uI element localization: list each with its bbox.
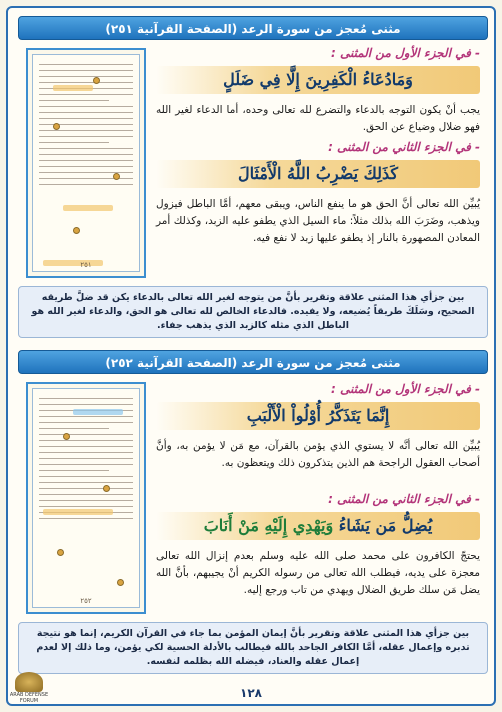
section1-part1-title: - في الجزء الأول من المثنى : bbox=[330, 46, 480, 60]
section1-summary: بين جزأي هذا المثنى علاقة وتقرير بأنَّ من يتوجه لغير الله تعالى بالدعاء يكن قد ضلَّ طريقه الصحيح، وسَلَكَ طريقاً يُضيعه، ولا يفيده. فالدعاء الخالص لله تعالى هو الحق، والدعاء لغير الله هو الباطل الذي مثله كالزبد الذي يذهب جفاء. bbox=[18, 286, 488, 338]
section1-part1-verse: وَمَادُعَاءُ الْكَفِرِينَ إِلَّا فِي ضَلَلٍ bbox=[156, 66, 480, 94]
section2-header: مثنى مُعجز من سورة الرعد (الصفحة القرآنية ٢٥٢) bbox=[18, 350, 488, 374]
page-frame bbox=[6, 6, 496, 706]
section2-part2-verse bbox=[156, 512, 480, 540]
section2-part2-verse-b: وَيَهْدِي إِلَيْهِ مَنْ أَنَابَ bbox=[203, 516, 334, 535]
section2-part2-verse-a: يُضِلُّ مَن يَشَاءُ bbox=[333, 516, 433, 535]
section2-part1-text: يُبيِّن الله تعالى أنَّه لا يستوي الذي يؤمن بالقرآن، مع مَن لا يؤمن به، وأنَّ أصحاب العقول الراجحة هم الذين يتذكرون ذلك ويتعظون به. bbox=[156, 440, 480, 469]
section1-part1-text: يجب أنْ يكون التوجه بالدعاء والتضرع لله تعالى وحده، أما الدعاء لغير الله فهو ضلال وضياع عن الحق. bbox=[156, 104, 480, 133]
section1-mushaf-page-number: ٢٥١ bbox=[80, 261, 92, 269]
section1-mushaf-page-image bbox=[26, 48, 146, 278]
section2-mushaf-page-number: ٢٥٢ bbox=[80, 597, 92, 605]
section1-part2-verse: كَذَلِكَ يَضْرِبُ اللَّهُ الْأَمْثَالَ bbox=[156, 160, 480, 188]
section1-header: مثنى مُعجز من سورة الرعد (الصفحة القرآنية ٢٥١) bbox=[18, 16, 488, 40]
page-number: ١٢٨ bbox=[240, 686, 262, 700]
section1-part2-text: يُبيِّن الله تعالى أنَّ الحق هو ما ينفع الناس، ويبقى معهم، أمَّا الباطل فيزول ويذهب، وضَرَبَ الله بذلك مثلاً: ماء السيل الذي يطفو عليه الزبد، وكذلك أمر المعادن المصهورة بالنار إذ يطفو عليها زبد لا نفع فيه. bbox=[156, 198, 480, 244]
section2-summary: بين جزأي هذا المثنى علاقة وتقرير بأنَّ إيمان المؤمن بما جاء في القرآن الكريم، إنما هو نتيجة تدبره وإعمال عقله، أمَّا الكافر الجاحد بالله فيطالب بالأدلة الحسية لكي يؤمن، وما ذلك إلا لعدم إعمال عقله والعناد، فيضله الله بظلمه لنفسه. bbox=[18, 622, 488, 674]
section2-part1-title: - في الجزء الأول من المثنى : bbox=[330, 382, 480, 396]
section2-part2-title: - في الجزء الثاني من المثنى : bbox=[328, 492, 480, 506]
section2-part1-verse: إِنَّمَا يَتَذَكَّرُ أُوْلُواْ الْأَلْبَبِ bbox=[156, 402, 480, 430]
section2-part2-text: يحتجّ الكافرون على محمد صلى الله عليه وسلم بعدم إنزال الله تعالى معجزة على يديه، فيطلب الله تعالى من رسوله الكريم أنْ يجيبهم، بأنَّ الله يضل مَن سلك طريق الضلال ويهدي من تاب ورجع إليه. bbox=[156, 550, 480, 596]
section1-part2-title: - في الجزء الثاني من المثنى : bbox=[328, 140, 480, 154]
eagle-emblem-icon bbox=[15, 672, 43, 692]
logo-text: ARAB DEFENSE FORUM bbox=[9, 692, 49, 704]
forum-logo bbox=[6, 672, 52, 706]
section2-mushaf-page-image bbox=[26, 382, 146, 614]
